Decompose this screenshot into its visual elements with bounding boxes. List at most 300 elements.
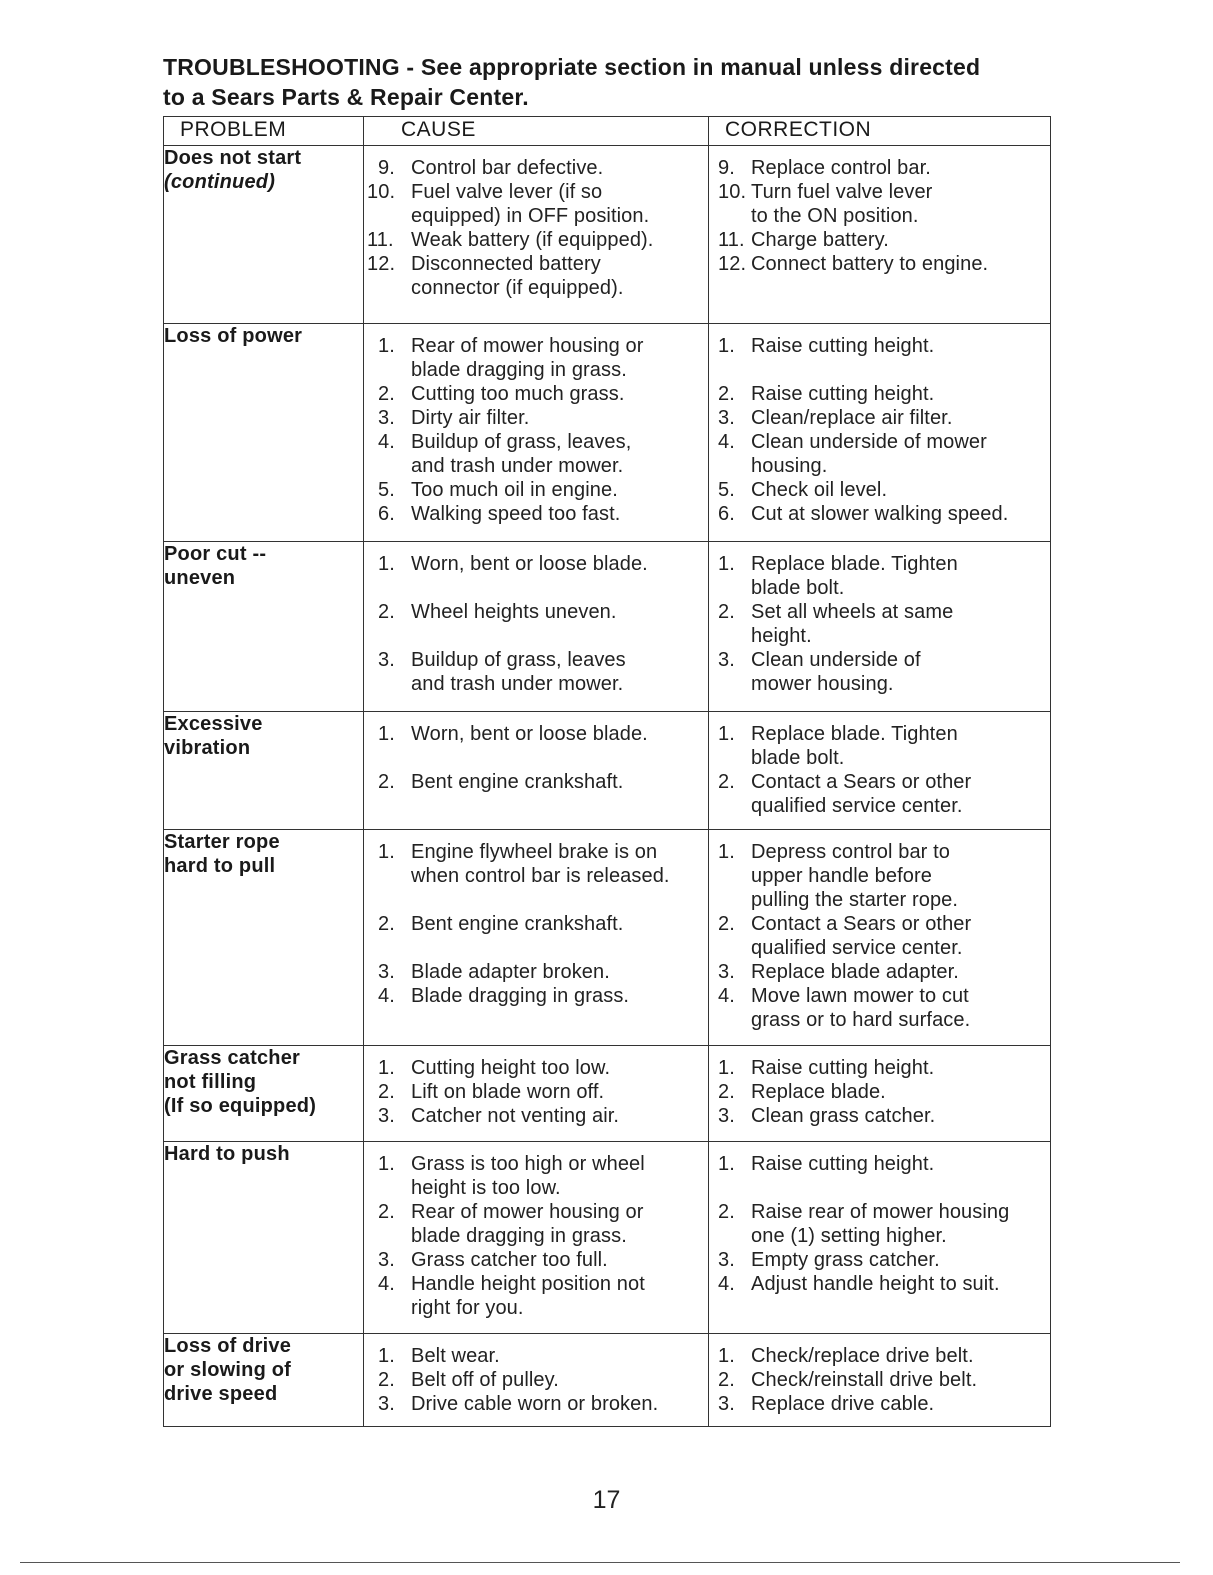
cause-item	[364, 912, 704, 960]
cause-text-line	[411, 888, 704, 912]
correction-text	[749, 1200, 1046, 1248]
correction-number: 6.	[718, 503, 735, 525]
correction-item	[709, 334, 1046, 382]
cause-list	[364, 1046, 708, 1138]
cause-text	[411, 1200, 704, 1248]
cause-text	[411, 1104, 704, 1128]
cause-number: 2.	[378, 771, 395, 793]
correction-text-line: blade bolt.	[751, 747, 845, 769]
correction-item	[709, 1344, 1046, 1368]
correction-list	[709, 1334, 1050, 1426]
correction-number: 3.	[718, 1393, 735, 1415]
cause-item	[364, 1080, 704, 1104]
correction-text	[749, 334, 1046, 382]
cause-list	[364, 712, 708, 804]
correction-number: 4.	[718, 985, 735, 1007]
cause-text	[411, 228, 704, 252]
problem-text: Poor cut --	[164, 543, 267, 565]
cause-text-line: Lift on blade worn off.	[411, 1081, 605, 1103]
cause-text	[411, 1248, 704, 1272]
cause-text-line: Buildup of grass, leaves	[411, 649, 626, 671]
cause-item	[364, 1200, 704, 1248]
cause-number: 1.	[378, 335, 395, 357]
cause-number: 2.	[378, 913, 395, 935]
correction-item	[709, 1152, 1046, 1200]
correction-item	[709, 252, 1046, 276]
table-body	[164, 146, 1051, 1427]
cause-text-line: Bent engine crankshaft.	[411, 913, 624, 935]
cause-text	[411, 1344, 704, 1368]
correction-text-line: Check oil level.	[751, 479, 888, 501]
cause-text-line: height is too low.	[411, 1177, 561, 1199]
correction-cell	[709, 712, 1051, 830]
correction-number: 12.	[718, 253, 747, 275]
cause-cell	[364, 324, 709, 542]
cause-number: 4.	[378, 431, 395, 453]
problem-text: Loss of drive	[164, 1335, 292, 1357]
cause-number: 3.	[378, 1105, 395, 1127]
cause-item	[364, 1104, 704, 1128]
cause-number: 6.	[378, 503, 395, 525]
cause-text	[411, 912, 704, 960]
cause-text-line: and trash under mower.	[411, 673, 624, 695]
title-line-2: to a Sears Parts & Repair Center.	[163, 84, 529, 110]
cause-number: 4.	[378, 1273, 395, 1295]
correction-text-line: pulling the starter rope.	[751, 889, 959, 911]
correction-item	[709, 1056, 1046, 1080]
correction-text-line: Replace blade. Tighten	[751, 723, 958, 745]
cause-text	[411, 478, 704, 502]
cause-number: 10.	[367, 181, 396, 203]
correction-number: 3.	[718, 649, 735, 671]
cause-item	[364, 478, 704, 502]
cause-text-line: equipped) in OFF position.	[411, 205, 650, 227]
cause-text-line: blade dragging in grass.	[411, 1225, 627, 1247]
correction-text	[749, 960, 1046, 984]
correction-item	[709, 1248, 1046, 1272]
cause-text	[411, 722, 704, 770]
correction-text-line: housing.	[751, 455, 828, 477]
correction-number: 1.	[718, 553, 735, 575]
problem-text: vibration	[164, 737, 251, 759]
correction-text	[749, 228, 1046, 252]
problem-cell	[164, 1142, 364, 1334]
cause-text-line: Grass is too high or wheel	[411, 1153, 645, 1175]
problem-cell	[164, 712, 364, 830]
correction-text-line: qualified service center.	[751, 795, 963, 817]
cause-text-line	[411, 936, 704, 960]
cause-text	[411, 406, 704, 430]
correction-text-line: one (1) setting higher.	[751, 1225, 947, 1247]
correction-number: 3.	[718, 1105, 735, 1127]
cause-item	[364, 406, 704, 430]
cause-number: 1.	[378, 1057, 395, 1079]
cause-number: 3.	[378, 1393, 395, 1415]
cause-text-line: Cutting height too low.	[411, 1057, 611, 1079]
problem-continued-note: (continued)	[164, 171, 276, 193]
cause-number: 2.	[378, 1201, 395, 1223]
correction-text-line: grass or to hard surface.	[751, 1009, 971, 1031]
problem-cell	[164, 146, 364, 324]
correction-text	[749, 1272, 1046, 1296]
correction-number: 2.	[718, 1081, 735, 1103]
cause-text-line: Control bar defective.	[411, 157, 604, 179]
cause-text-line: Dirty air filter.	[411, 407, 530, 429]
correction-text	[749, 502, 1046, 526]
cause-item	[364, 648, 704, 696]
cause-item	[364, 228, 704, 252]
cause-text-line: Buildup of grass, leaves,	[411, 431, 632, 453]
cause-number: 4.	[378, 985, 395, 1007]
cause-number: 3.	[378, 649, 395, 671]
problem-cell	[164, 1046, 364, 1142]
cause-text	[411, 1392, 704, 1416]
correction-list	[709, 542, 1050, 706]
table-header-row	[164, 117, 1051, 146]
cause-item	[364, 1056, 704, 1080]
correction-text-line: Move lawn mower to cut	[751, 985, 969, 1007]
cause-item	[364, 1344, 704, 1368]
cause-cell	[364, 542, 709, 712]
cause-item	[364, 1272, 704, 1320]
problem-text: uneven	[164, 567, 236, 589]
correction-text-line: Charge battery.	[751, 229, 889, 251]
cause-text-line: right for you.	[411, 1297, 524, 1319]
problem-text: Excessive	[164, 713, 263, 735]
correction-text-line: Empty grass catcher.	[751, 1249, 940, 1271]
correction-cell	[709, 1334, 1051, 1427]
correction-text-line: Check/reinstall drive belt.	[751, 1369, 978, 1391]
correction-text	[749, 648, 1046, 696]
correction-text-line	[751, 1176, 1046, 1200]
cause-item	[364, 1248, 704, 1272]
cause-text-line: Too much oil in engine.	[411, 479, 618, 501]
problem-cell	[164, 542, 364, 712]
table-row	[164, 324, 1051, 542]
cause-list	[364, 1334, 708, 1426]
table-row	[164, 542, 1051, 712]
problem-text: Starter rope	[164, 831, 280, 853]
cause-text-line: Bent engine crankshaft.	[411, 771, 624, 793]
cause-text-line: Disconnected battery	[411, 253, 601, 275]
correction-number: 1.	[718, 841, 735, 863]
problem-text: or slowing of	[164, 1359, 292, 1381]
header-cause: CAUSE	[364, 117, 709, 146]
correction-text-line: Adjust handle height to suit.	[751, 1273, 1000, 1295]
cause-text	[411, 1272, 704, 1320]
cause-text-line: Worn, bent or loose blade.	[411, 723, 648, 745]
correction-text-line: Clean underside of	[751, 649, 921, 671]
cause-cell	[364, 146, 709, 324]
table-row	[164, 1334, 1051, 1427]
correction-text	[749, 478, 1046, 502]
cause-text	[411, 1056, 704, 1080]
correction-text	[749, 406, 1046, 430]
cause-text-line: Grass catcher too full.	[411, 1249, 608, 1271]
cause-text	[411, 960, 704, 984]
correction-text	[749, 722, 1046, 770]
correction-number: 5.	[718, 479, 735, 501]
cause-list	[364, 146, 708, 310]
correction-item	[709, 1392, 1046, 1416]
problem-cell	[164, 1334, 364, 1427]
correction-text-line: to the ON position.	[751, 205, 919, 227]
cause-item	[364, 180, 704, 228]
title-line-1: TROUBLESHOOTING - See appropriate section in manual unless directed	[163, 54, 981, 80]
cause-text	[411, 552, 704, 600]
cause-text-line: Handle height position not	[411, 1273, 645, 1295]
correction-item	[709, 1104, 1046, 1128]
cause-number: 2.	[378, 1369, 395, 1391]
cause-number: 3.	[378, 961, 395, 983]
cause-text	[411, 1368, 704, 1392]
correction-cell	[709, 324, 1051, 542]
correction-text-line: Raise rear of mower housing	[751, 1201, 1010, 1223]
cause-text-line: Walking speed too fast.	[411, 503, 621, 525]
correction-text-line: blade bolt.	[751, 577, 845, 599]
cause-text	[411, 180, 704, 228]
cause-text-line: and trash under mower.	[411, 455, 624, 477]
cause-text-line: when control bar is released.	[411, 865, 670, 887]
correction-text	[749, 1152, 1046, 1200]
correction-number: 11.	[718, 229, 745, 251]
table-row	[164, 1046, 1051, 1142]
cause-text	[411, 600, 704, 648]
problem-text: Does not start	[164, 147, 302, 169]
cause-text-line: Belt off of pulley.	[411, 1369, 559, 1391]
correction-text-line: Replace control bar.	[751, 157, 931, 179]
correction-number: 1.	[718, 723, 735, 745]
correction-text	[749, 912, 1046, 960]
cause-text-line: Wheel heights uneven.	[411, 601, 617, 623]
correction-item	[709, 648, 1046, 696]
problem-text: not filling	[164, 1071, 257, 1093]
header-problem: PROBLEM	[164, 117, 364, 146]
cause-number: 1.	[378, 1345, 395, 1367]
cause-text	[411, 430, 704, 478]
cause-text	[411, 984, 704, 1008]
correction-item	[709, 406, 1046, 430]
cause-text-line	[411, 624, 704, 648]
page-number: 17	[592, 1486, 621, 1514]
correction-text-line: Raise cutting height.	[751, 335, 935, 357]
correction-item	[709, 600, 1046, 648]
correction-item	[709, 960, 1046, 984]
cause-item	[364, 334, 704, 382]
cause-number: 3.	[378, 407, 395, 429]
cause-text-line: Rear of mower housing or	[411, 335, 644, 357]
correction-text-line: Raise cutting height.	[751, 383, 935, 405]
correction-text-line: Depress control bar to	[751, 841, 950, 863]
cause-text-line: Worn, bent or loose blade.	[411, 553, 648, 575]
correction-text	[749, 1392, 1046, 1416]
correction-number: 2.	[718, 1201, 735, 1223]
correction-item	[709, 156, 1046, 180]
correction-item	[709, 1200, 1046, 1248]
correction-text-line: Raise cutting height.	[751, 1057, 935, 1079]
correction-text-line: mower housing.	[751, 673, 894, 695]
correction-text-line: Clean grass catcher.	[751, 1105, 936, 1127]
cause-item	[364, 252, 704, 300]
correction-item	[709, 502, 1046, 526]
problem-text: Hard to push	[164, 1143, 290, 1165]
table-row	[164, 1142, 1051, 1334]
correction-cell	[709, 830, 1051, 1046]
cause-text-line: Fuel valve lever (if so	[411, 181, 603, 203]
table-row	[164, 712, 1051, 830]
correction-number: 1.	[718, 335, 735, 357]
correction-cell	[709, 542, 1051, 712]
cause-item	[364, 382, 704, 406]
cause-number: 2.	[378, 601, 395, 623]
cause-number: 1.	[378, 723, 395, 745]
correction-text-line: Set all wheels at same	[751, 601, 954, 623]
cause-item	[364, 840, 704, 912]
cause-item	[364, 430, 704, 478]
correction-cell	[709, 1046, 1051, 1142]
correction-list	[709, 712, 1050, 828]
correction-item	[709, 1080, 1046, 1104]
cause-text	[411, 770, 704, 794]
cause-item	[364, 1152, 704, 1200]
cause-text-line: connector (if equipped).	[411, 277, 624, 299]
cause-item	[364, 984, 704, 1008]
cause-text	[411, 502, 704, 526]
cause-text	[411, 1152, 704, 1200]
cause-list	[364, 324, 708, 536]
correction-text	[749, 1080, 1046, 1104]
correction-number: 4.	[718, 431, 735, 453]
cause-text-line	[411, 746, 704, 770]
problem-cell	[164, 830, 364, 1046]
correction-text-line: Replace blade. Tighten	[751, 553, 958, 575]
cause-number: 3.	[378, 1249, 395, 1271]
correction-text	[749, 252, 1046, 276]
correction-number: 2.	[718, 383, 735, 405]
header-correction: CORRECTION	[709, 117, 1051, 146]
cause-number: 11.	[367, 229, 394, 251]
correction-text-line: Clean underside of mower	[751, 431, 987, 453]
cause-number: 1.	[378, 841, 395, 863]
correction-number: 2.	[718, 771, 735, 793]
cause-text	[411, 252, 704, 300]
correction-text	[749, 1368, 1046, 1392]
correction-text-line: height.	[751, 625, 812, 647]
correction-list	[709, 324, 1050, 536]
cause-item	[364, 722, 704, 770]
correction-text	[749, 1248, 1046, 1272]
correction-text-line: Replace blade adapter.	[751, 961, 959, 983]
cause-text-line: Cutting too much grass.	[411, 383, 625, 405]
correction-item	[709, 770, 1046, 818]
cause-text	[411, 156, 704, 180]
correction-number: 3.	[718, 407, 735, 429]
correction-number: 1.	[718, 1057, 735, 1079]
cause-item	[364, 600, 704, 648]
cause-text-line: Blade dragging in grass.	[411, 985, 630, 1007]
page-title	[163, 52, 1063, 112]
correction-number: 3.	[718, 961, 735, 983]
bottom-divider	[20, 1562, 1180, 1563]
cause-item	[364, 960, 704, 984]
correction-number: 2.	[718, 1369, 735, 1391]
correction-text-line: upper handle before	[751, 865, 932, 887]
cause-cell	[364, 712, 709, 830]
correction-text	[749, 430, 1046, 478]
correction-item	[709, 382, 1046, 406]
cause-text-line: Weak battery (if equipped).	[411, 229, 654, 251]
correction-text-line: Replace blade.	[751, 1081, 886, 1103]
cause-text	[411, 840, 704, 912]
cause-text-line: Catcher not venting air.	[411, 1105, 620, 1127]
cause-text	[411, 334, 704, 382]
cause-item	[364, 770, 704, 794]
problem-text: (If so equipped)	[164, 1095, 317, 1117]
correction-text	[749, 600, 1046, 648]
correction-text-line: Replace drive cable.	[751, 1393, 935, 1415]
problem-cell	[164, 324, 364, 542]
correction-list	[709, 1046, 1050, 1138]
cause-number: 5.	[378, 479, 395, 501]
correction-item	[709, 552, 1046, 600]
correction-number: 10.	[718, 181, 747, 203]
correction-text	[749, 552, 1046, 600]
cause-cell	[364, 1046, 709, 1142]
correction-item	[709, 228, 1046, 252]
cause-text-line: Engine flywheel brake is on	[411, 841, 658, 863]
cause-number: 1.	[378, 553, 395, 575]
correction-number: 1.	[718, 1153, 735, 1175]
correction-number: 4.	[718, 1273, 735, 1295]
correction-text	[749, 156, 1046, 180]
problem-text: drive speed	[164, 1383, 278, 1405]
cause-text-line: Belt wear.	[411, 1345, 500, 1367]
correction-text	[749, 840, 1046, 912]
correction-item	[709, 180, 1046, 228]
correction-number: 1.	[718, 1345, 735, 1367]
table-row	[164, 146, 1051, 324]
cause-number: 9.	[378, 157, 395, 179]
correction-text-line: Turn fuel valve lever	[751, 181, 933, 203]
correction-text	[749, 984, 1046, 1032]
correction-item	[709, 1272, 1046, 1296]
correction-text-line: Connect battery to engine.	[751, 253, 989, 275]
correction-item	[709, 912, 1046, 960]
correction-number: 2.	[718, 913, 735, 935]
correction-text	[749, 770, 1046, 818]
correction-text-line: Raise cutting height.	[751, 1153, 935, 1175]
cause-text	[411, 648, 704, 696]
cause-text-line: blade dragging in grass.	[411, 359, 627, 381]
problem-text: Grass catcher	[164, 1047, 301, 1069]
correction-cell	[709, 1142, 1051, 1334]
cause-text-line	[411, 576, 704, 600]
correction-list	[709, 146, 1050, 286]
cause-cell	[364, 1334, 709, 1427]
table-row	[164, 830, 1051, 1046]
correction-list	[709, 830, 1050, 1042]
correction-number: 2.	[718, 601, 735, 623]
correction-text	[749, 382, 1046, 406]
cause-item	[364, 502, 704, 526]
cause-text-line: Rear of mower housing or	[411, 1201, 644, 1223]
correction-text	[749, 1104, 1046, 1128]
correction-text-line: Clean/replace air filter.	[751, 407, 953, 429]
correction-number: 9.	[718, 157, 735, 179]
cause-item	[364, 1368, 704, 1392]
cause-number: 2.	[378, 383, 395, 405]
correction-text-line: Cut at slower walking speed.	[751, 503, 1009, 525]
